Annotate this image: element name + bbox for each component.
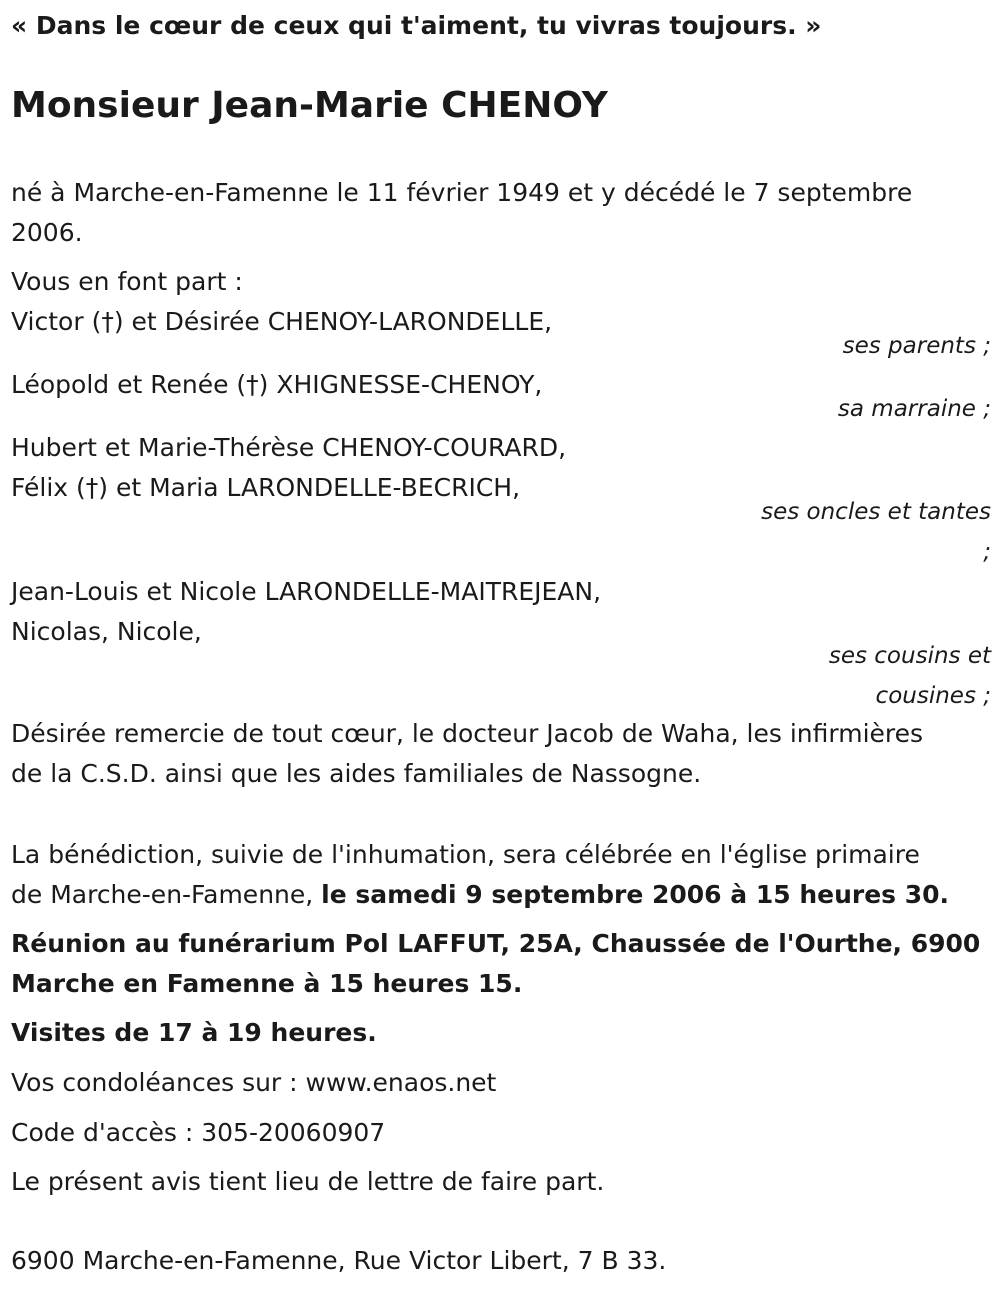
epitaph-quote: « Dans le cœur de ceux qui t'aiment, tu vivras toujours. » [11, 11, 822, 40]
thanks-line-1: Désirée remercie de tout cœur, le docteur Jacob de Waha, les infirmières [11, 719, 924, 748]
cousins-role [829, 636, 991, 716]
birth-line-2: 2006. [11, 218, 83, 247]
uncles-names-line-2: Félix (†) et Maria LARONDELLE-BECRICH, [11, 473, 521, 502]
family-address: 6900 Marche-en-Famenne, Rue Victor Libert, 7 B 33. [11, 1246, 667, 1275]
ceremony-paragraph [11, 835, 991, 915]
uncles-names-line-1: Hubert et Marie-Thérèse CHENOY-COURARD, [11, 433, 567, 462]
ceremony-location: de Marche-en-Famenne, [11, 880, 322, 909]
visiting-hours: Visites de 17 à 19 heures. [11, 1018, 377, 1047]
cousins-role-line-2: cousines ; [875, 683, 991, 709]
godmother-role: sa marraine ; [837, 396, 991, 422]
access-code: Code d'accès : 305-20060907 [11, 1118, 386, 1147]
uncles-aunts-role [761, 492, 991, 572]
ceremony-line-2 [11, 875, 991, 915]
reunion-line-2: Marche en Famenne à 15 heures 15. [11, 969, 523, 998]
condolences-line: Vos condoléances sur : www.enaos.net [11, 1068, 497, 1097]
thanks-line-2: de la C.S.D. ainsi que les aides familiales de Nassogne. [11, 759, 702, 788]
notice-statement: Le présent avis tient lieu de lettre de faire part. [11, 1167, 605, 1196]
ceremony-line-1: La bénédiction, suivie de l'inhumation, sera célébrée en l'église primaire [11, 840, 920, 869]
thanks-paragraph [11, 714, 991, 794]
cousins-names-line-2: Nicolas, Nicole, [11, 617, 202, 646]
birth-death-statement [11, 173, 991, 253]
parents-names: Victor (†) et Désirée CHENOY-LARONDELLE, [11, 307, 553, 336]
deceased-name-title: Monsieur Jean-Marie CHENOY [11, 85, 608, 126]
reunion-line-1: Réunion au funérarium Pol LAFFUT, 25A, Chaussée de l'Ourthe, 6900 [11, 929, 981, 958]
uncles-role-line-1: ses oncles et tantes [761, 499, 991, 525]
ceremony-date-time: le samedi 9 septembre 2006 à 15 heures 30. [321, 880, 950, 909]
funeral-home-reunion [11, 924, 991, 1004]
announcement-intro: Vous en font part : [11, 267, 243, 296]
godmother-names: Léopold et Renée (†) XHIGNESSE-CHENOY, [11, 370, 543, 399]
cousins-names-line-1: Jean-Louis et Nicole LARONDELLE-MAITREJEAN, [11, 577, 602, 606]
uncles-role-line-2: ; [983, 539, 991, 565]
birth-line-1: né à Marche-en-Famenne le 11 février 1949 et y décédé le 7 septembre [11, 178, 913, 207]
cousins-role-line-1: ses cousins et [828, 643, 991, 669]
parents-role: ses parents ; [842, 333, 991, 359]
